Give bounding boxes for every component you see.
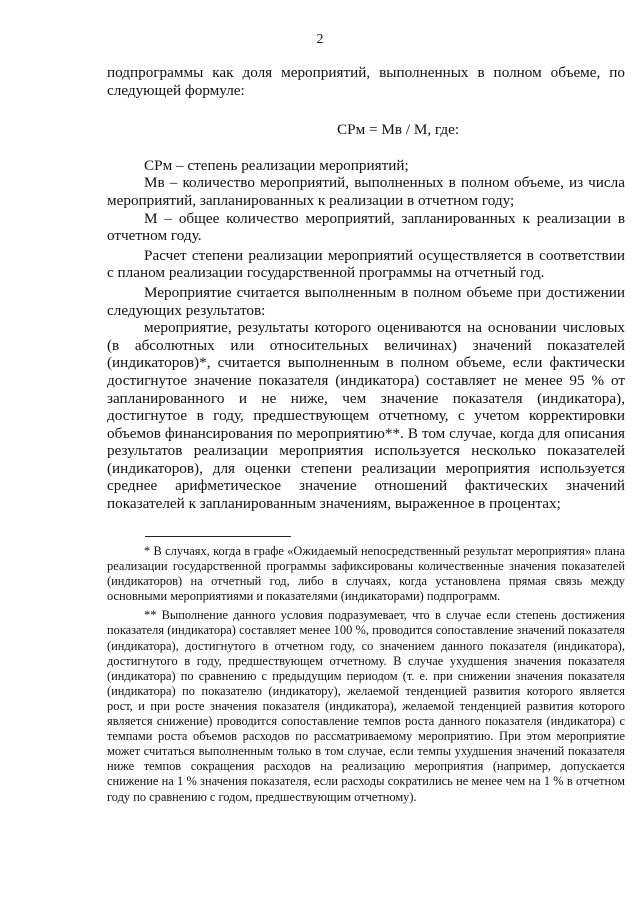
definition-mv: Мв – количество мероприятий, выполненных в полном объеме, из числа мероприятий, запланированных к реализации в отчетном году; [107,174,625,209]
page-number: 2 [316,32,324,47]
definition-srm: СРм – степень реализации мероприятий; [144,156,409,174]
footnote-separator [145,536,291,537]
formula: СРм = Мв / М, где: [337,121,460,139]
footnotes [107,544,625,805]
paragraph-calculation: Расчет степени реализации мероприятий осуществляется в соответствии с планом реализации государственной программы на отчетный год. [107,246,625,282]
document-body [107,64,625,513]
paragraph-criteria: мероприятие, результаты которого оцениваются на основании числовых (в абсолютных или относительных величинах) значений показателей (индикаторов)*, считается выполненным в полном объеме, если фактически достигнутое значение показателя (индикатора) составляет не менее 95 % от запланированного и не ниже, чем значение показателя (индикатора), достигнутое в году, предшествующем отчетному, с учетом корректировки объемов финансирования по мероприятию**. В том случае, когда для описания результатов реализации мероприятия используется несколько показателей (индикаторов), для оценки степени реализации мероприятия используется среднее арифметическое значение отношений фактических значений показателей к запланированным значениям, выраженное в процентах; [107,319,625,513]
footnote-2: ** Выполнение данного условия подразумевает, что в случае если степень достижения показателя (индикатора) составляет менее 100 %, проводится сопоставление значений показателя (индикатора), достигнутого в отчетном году, со значением данного показателя (индикатора), достигнутого в году, предшествующем отчетному. В случае ухудшения значения показателя (индикатора) по сравнению с предыдущим периодом (т. е. при снижении значения показателя (индикатора) по показателю (индикатору), желаемой тенденцией развития которого является рост, и при росте значения показателя (индикатора), желаемой тенденцией развития которого является снижение) проводится сопоставление темпов роста данного показателя (индикатора) с темпами роста объемов расходов по рассматриваемому мероприятию. При этом мероприятие может считаться выполненным только в том случае, если темпы ухудшения значений показателя ниже темпов сокращения расходов на реализацию мероприятия (например, допускается снижение на 1 % значения показателя, если расходы сократились не менее чем на 1 % в отчетном году по сравнению с годом, предшествующим отчетному). [107,608,625,804]
definition-m: М – общее количество мероприятий, запланированных к реализации в отчетном году. [107,209,625,245]
paragraph-completion: Мероприятие считается выполненным в полном объеме при достижении следующих результатов: [107,283,625,319]
footnote-1: * В случаях, когда в графе «Ожидаемый непосредственный результат мероприятия» плана реализации государственной программы зафиксированы количественные значения показателей (индикаторов) на отчетный год, либо в случаях, когда установлена прямая связь между основными мероприятиями и показателями (индикаторами) подпрограмм. [107,544,625,604]
paragraph-intro: подпрограммы как доля мероприятий, выполненных в полном объеме, по следующей формуле: [107,64,625,99]
